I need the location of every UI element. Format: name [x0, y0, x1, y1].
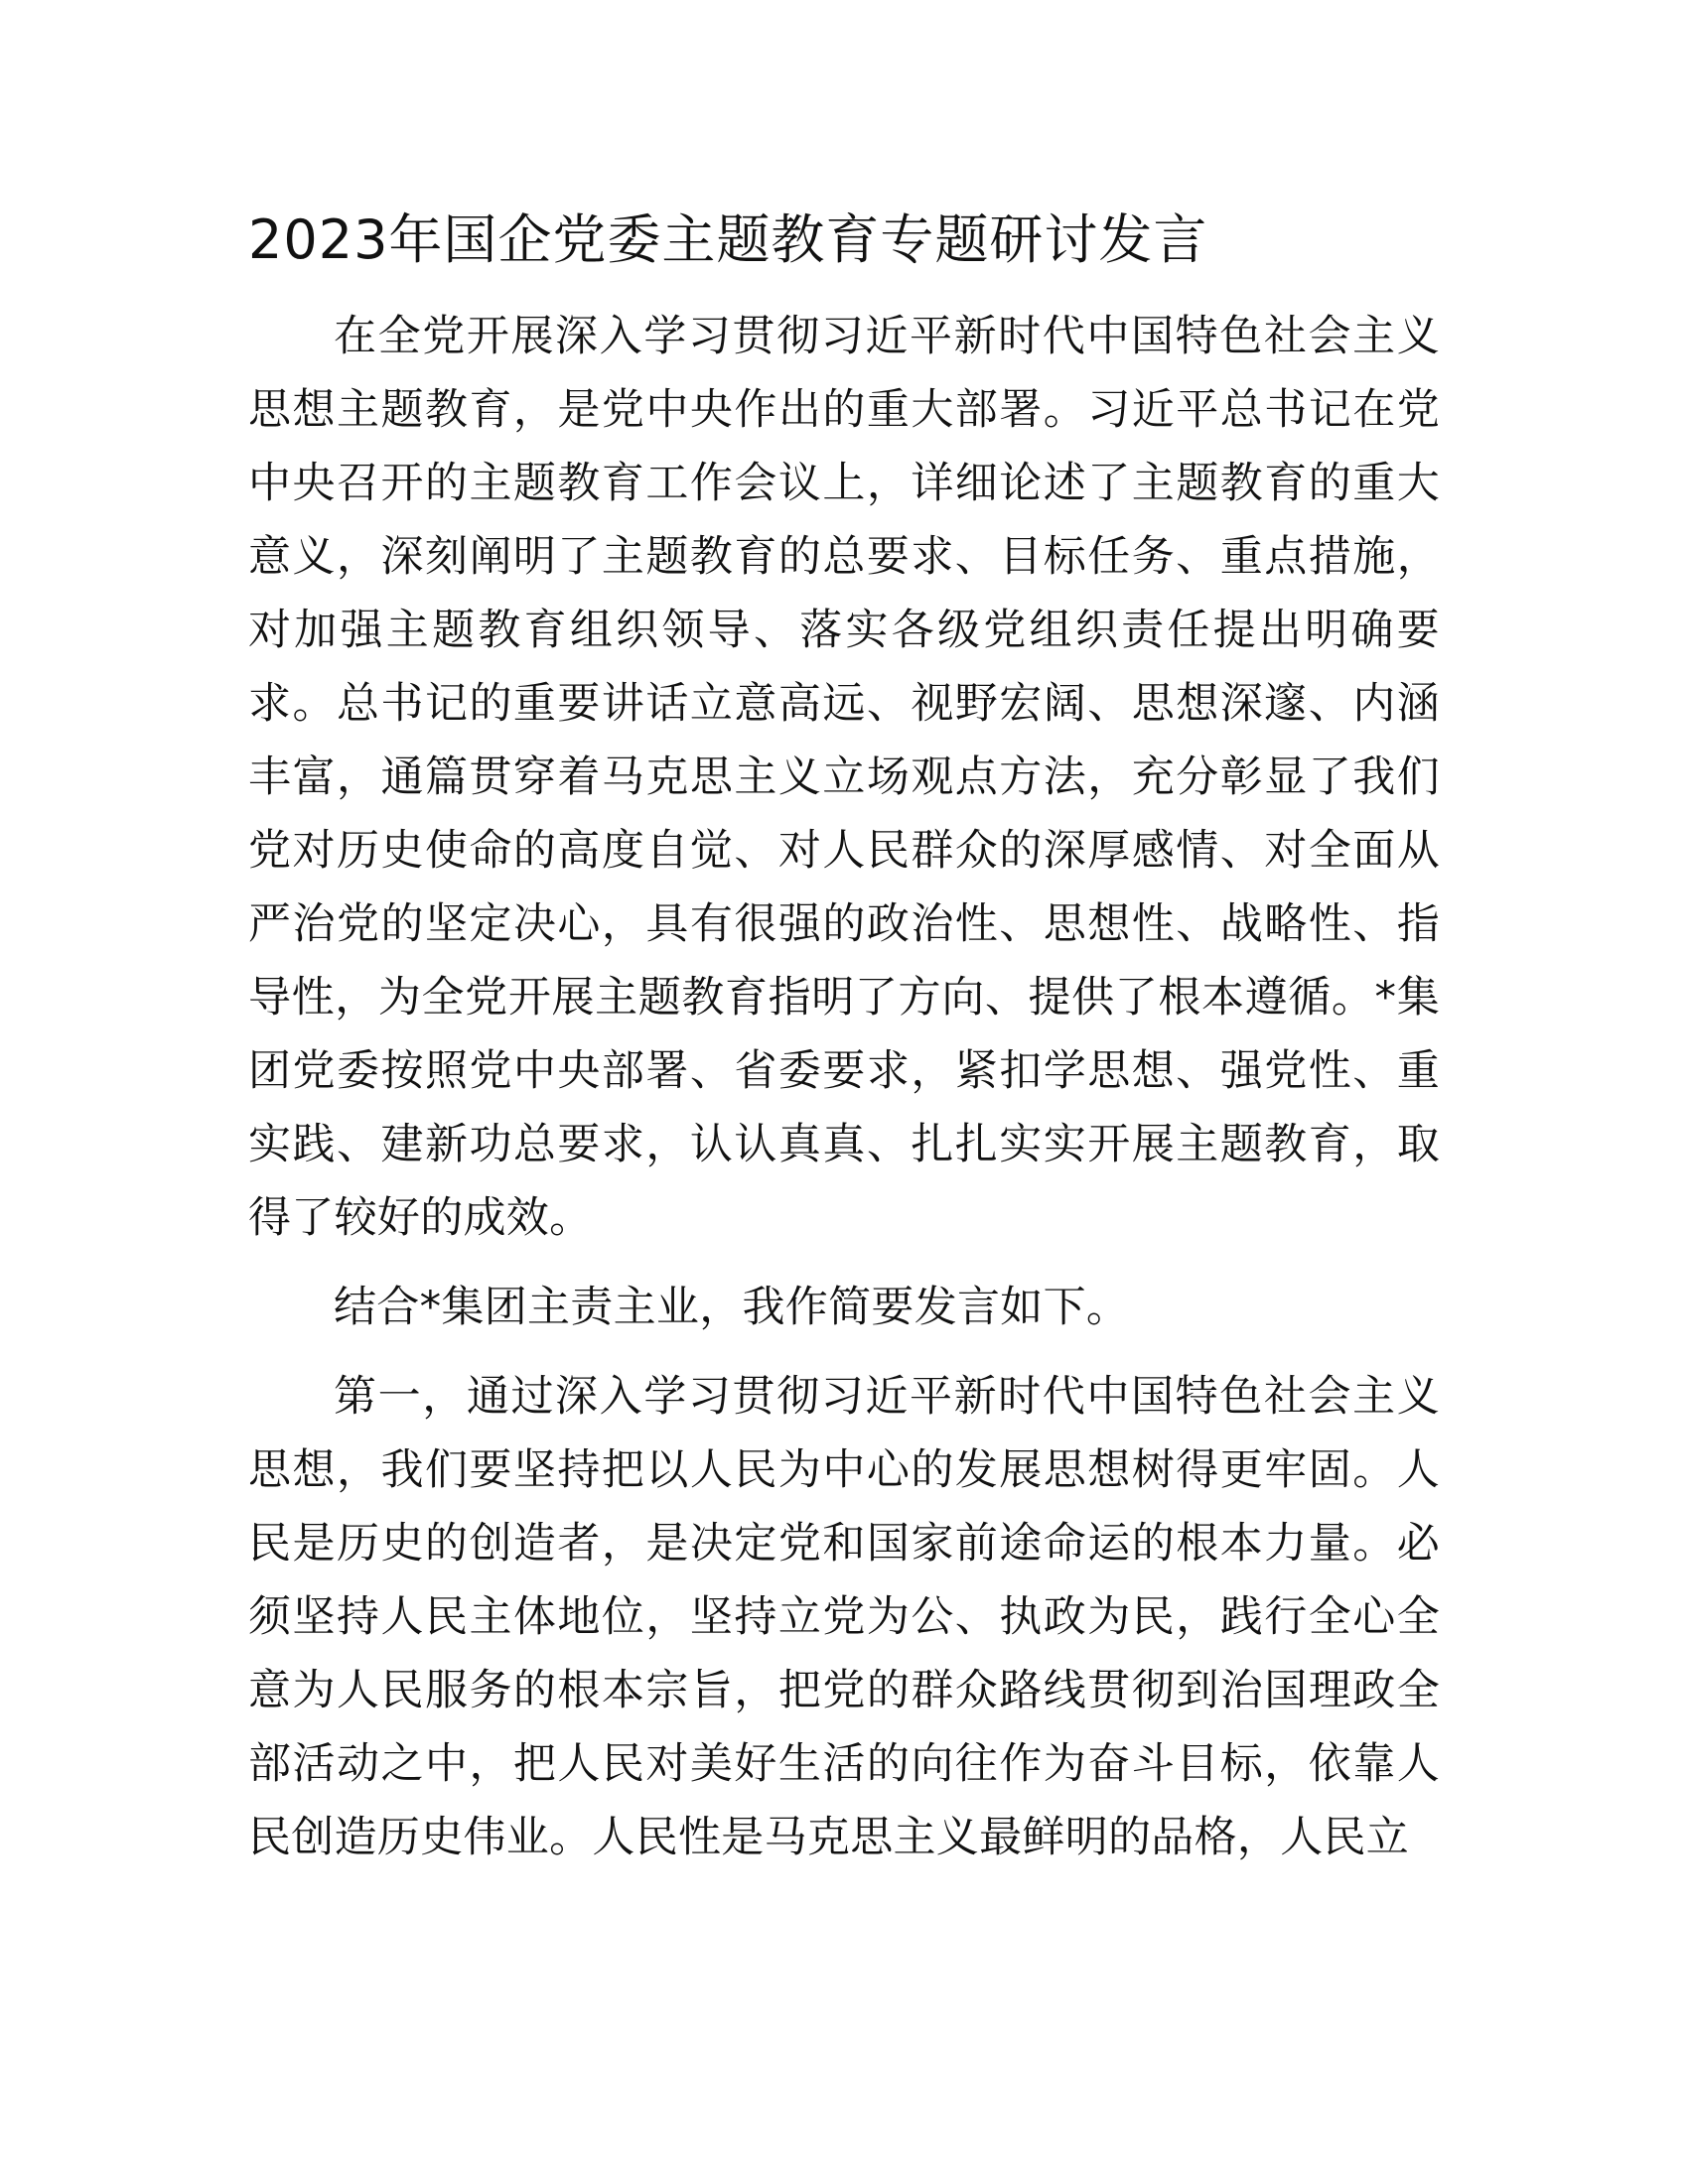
paragraph: 结合*集团主责主业，我作简要发言如下。: [334, 1283, 1130, 1332]
paragraph: 第一，通过深入学习贯彻习近平新时代中国特色社会主义思想，我们要坚持把以人民为中心的发展思想树得更牢固。人民是历史的创造者，是决定党和国家前途命运的根本力量。必须坚持人民主体地位，坚持立党为公、执政为民，践行全心全意为人民服务的根本宗旨，把党的群众路线贯彻到治国理政全部活动之中，把人民对美好生活的向往作为奋斗目标，依靠人民创造历史伟业。人民性是马克思主义最鲜明的品格，人民立: [248, 1372, 1440, 1862]
document-title: 2023年国企党委主题教育专题研讨发言: [248, 208, 1208, 271]
document-body: [248, 300, 1440, 1890]
paragraph: 在全党开展深入学习贯彻习近平新时代中国特色社会主义思想主题教育，是党中央作出的重大部署。习近平总书记在党中央召开的主题教育工作会议上，详细论述了主题教育的重大意义，深刻阐明了主题教育的总要求、目标任务、重点措施，对加强主题教育组织领导、落实各级党组织责任提出明确要求。总书记的重要讲话立意高远、视野宏阔、思想深邃、内涵丰富，通篇贯穿着马克思主义立场观点方法，充分彰显了我们党对历史使命的高度自觉、对人民群众的深厚感情、对全面从严治党的坚定决心，具有很强的政治性、思想性、战略性、指导性，为全党开展主题教育指明了方向、提供了根本遵循。*集团党委按照党中央部署、省委要求，紧扣学思想、强党性、重实践、建新功总要求，认认真真、扎扎实实开展主题教育，取得了较好的成效。: [248, 312, 1440, 1243]
